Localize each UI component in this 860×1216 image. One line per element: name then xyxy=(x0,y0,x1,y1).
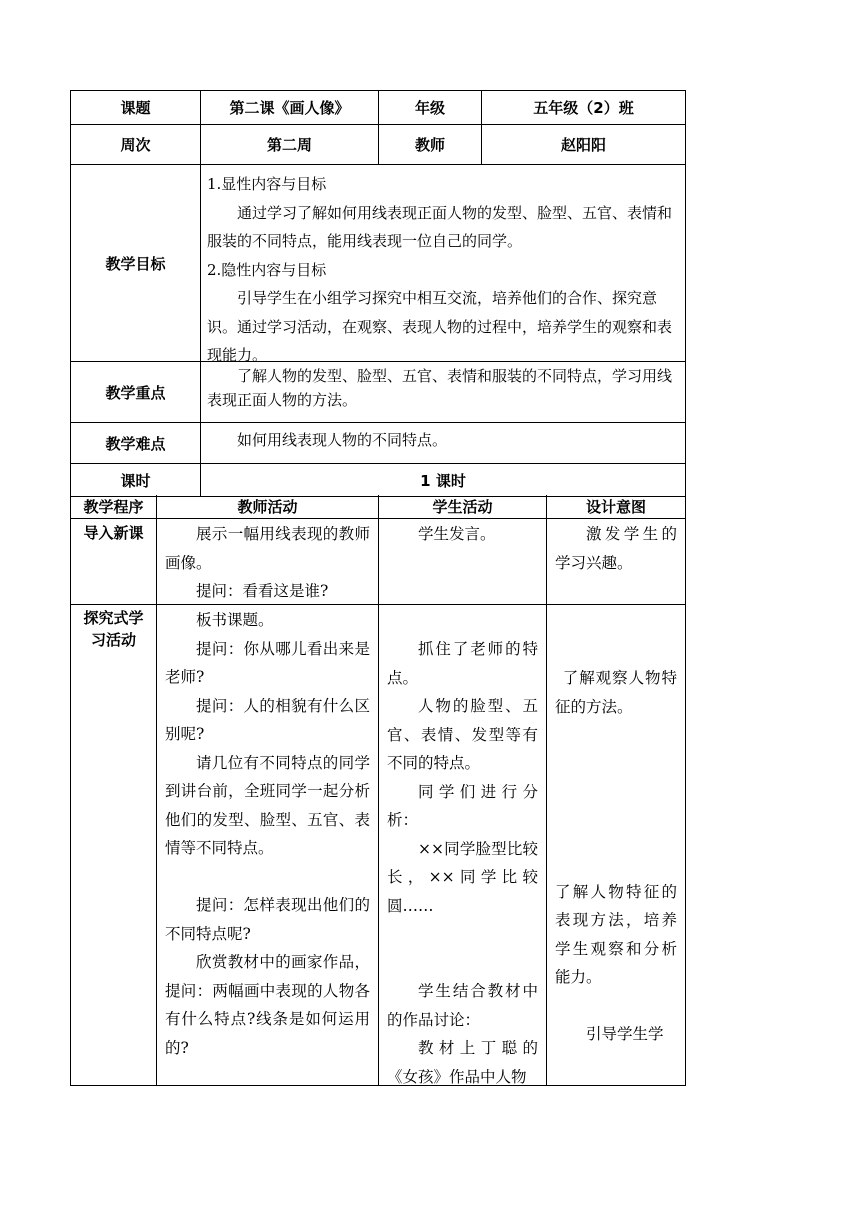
teacher-intro-1: 展示一幅用线表现的教师画像。 xyxy=(165,525,370,572)
periods-value: 1 课时 xyxy=(420,471,466,490)
topic-value: 第二课《画人像》 xyxy=(201,91,379,124)
procedure-row-intro xyxy=(71,519,685,605)
difficulties-text: 如何用线表现人物的不同特点。 xyxy=(237,431,448,449)
student-inquiry-5: 学生结合教材中的作品讨论： xyxy=(387,982,538,1029)
objectives-body-2: 引导学生在小组学习探究中相互交流，培养他们的合作、探究意识。通过学习活动，在观察、表现人物的过程中，培养学生的观察和表现能力。 xyxy=(207,289,673,364)
teacher-inquiry-3: 提问：人的相貌有什么区别呢? xyxy=(165,696,370,743)
lesson-info-table xyxy=(70,90,686,497)
teacher-value: 赵阳阳 xyxy=(560,136,606,154)
teacher-inquiry-1: 板书课题。 xyxy=(196,611,274,629)
teacher-inquiry-2: 提问：你从哪儿看出来是老师? xyxy=(165,639,370,686)
topic-label: 课题 xyxy=(71,91,201,124)
teacher-activity-intro xyxy=(157,519,379,604)
objectives-heading-2: 2.隐性内容与目标 xyxy=(207,260,327,279)
week-row xyxy=(71,125,685,165)
col-teacher-header: 教师活动 xyxy=(157,495,379,518)
col-intent-header: 设计意图 xyxy=(585,498,646,516)
objectives-label: 教学目标 xyxy=(71,165,201,361)
student-activity-intro xyxy=(379,519,547,604)
procedure-table xyxy=(70,495,686,1086)
procedure-row-inquiry xyxy=(71,605,685,1085)
intent-inquiry-1: 了解观察人物特征的方法。 xyxy=(555,669,677,716)
col-step-header: 教学程序 xyxy=(71,495,157,518)
intent-inquiry-3: 引导学生学 xyxy=(586,1025,664,1043)
grade-label: 年级 xyxy=(379,91,482,124)
objectives-row xyxy=(71,165,685,362)
week-value: 第二周 xyxy=(201,125,379,164)
step-inquiry: 探究式学习活动 xyxy=(71,605,157,1085)
key-points-label: 教学重点 xyxy=(71,362,201,422)
student-inquiry-6: 教材上丁聪的《女孩》作品中人物 xyxy=(387,1039,538,1086)
student-inquiry-3: 同学们进行分析： xyxy=(387,782,538,829)
student-activity-inquiry xyxy=(379,605,547,1085)
difficulties-content xyxy=(201,423,685,463)
difficulties-label: 教学难点 xyxy=(71,423,201,463)
teacher-inquiry-4: 请几位有不同特点的同学到讲台前，全班同学一起分析他们的发型、脸型、五官、表情等不同特点。 xyxy=(165,753,370,857)
grade-value: 五年级（2）班 xyxy=(533,99,634,117)
periods-label: 课时 xyxy=(71,464,201,496)
intent-inquiry-2: 了解人物特征的表现方法，培养学生观察和分析能力。 xyxy=(555,882,677,986)
key-points-row xyxy=(71,362,685,423)
intent-inquiry xyxy=(547,605,685,1085)
col-student-header: 学生活动 xyxy=(379,495,547,518)
key-points-text: 了解人物的发型、脸型、五官、表情和服装的不同特点，学习用线表现正面人物的方法。 xyxy=(207,367,673,409)
intent-intro-1: 激发学生的学习兴趣。 xyxy=(555,525,677,572)
teacher-label: 教师 xyxy=(379,125,482,164)
student-inquiry-2: 人物的脸型、五官、表情、发型等有不同的特点。 xyxy=(387,697,538,772)
teacher-activity-inquiry xyxy=(157,605,379,1085)
procedure-header-row xyxy=(71,495,685,519)
key-points-content xyxy=(201,362,685,422)
teacher-inquiry-6: 欣赏教材中的画家作品，提问：两幅画中表现的人物各有什么特点?线条是如何运用的? xyxy=(165,953,370,1057)
difficulties-row xyxy=(71,423,685,464)
step-intro: 导入新课 xyxy=(71,519,157,604)
teacher-intro-2: 提问：看看这是谁? xyxy=(196,582,329,600)
objectives-body-1: 通过学习了解如何用线表现正面人物的发型、脸型、五官、表情和服装的不同特点，能用线表现一位自己的同学。 xyxy=(207,203,673,250)
student-inquiry-4: ××同学脸型比较长，××同学比较圆…… xyxy=(387,839,538,915)
student-intro-1: 学生发言。 xyxy=(418,525,496,543)
week-label: 周次 xyxy=(71,125,201,164)
topic-row xyxy=(71,91,685,125)
periods-row xyxy=(71,464,685,496)
intent-intro xyxy=(547,519,685,604)
student-inquiry-1: 抓住了老师的特点。 xyxy=(387,640,538,687)
teacher-inquiry-5: 提问：怎样表现出他们的不同特点呢? xyxy=(165,896,370,943)
objectives-content xyxy=(201,165,685,364)
objectives-heading-1: 1.显性内容与目标 xyxy=(207,175,327,193)
